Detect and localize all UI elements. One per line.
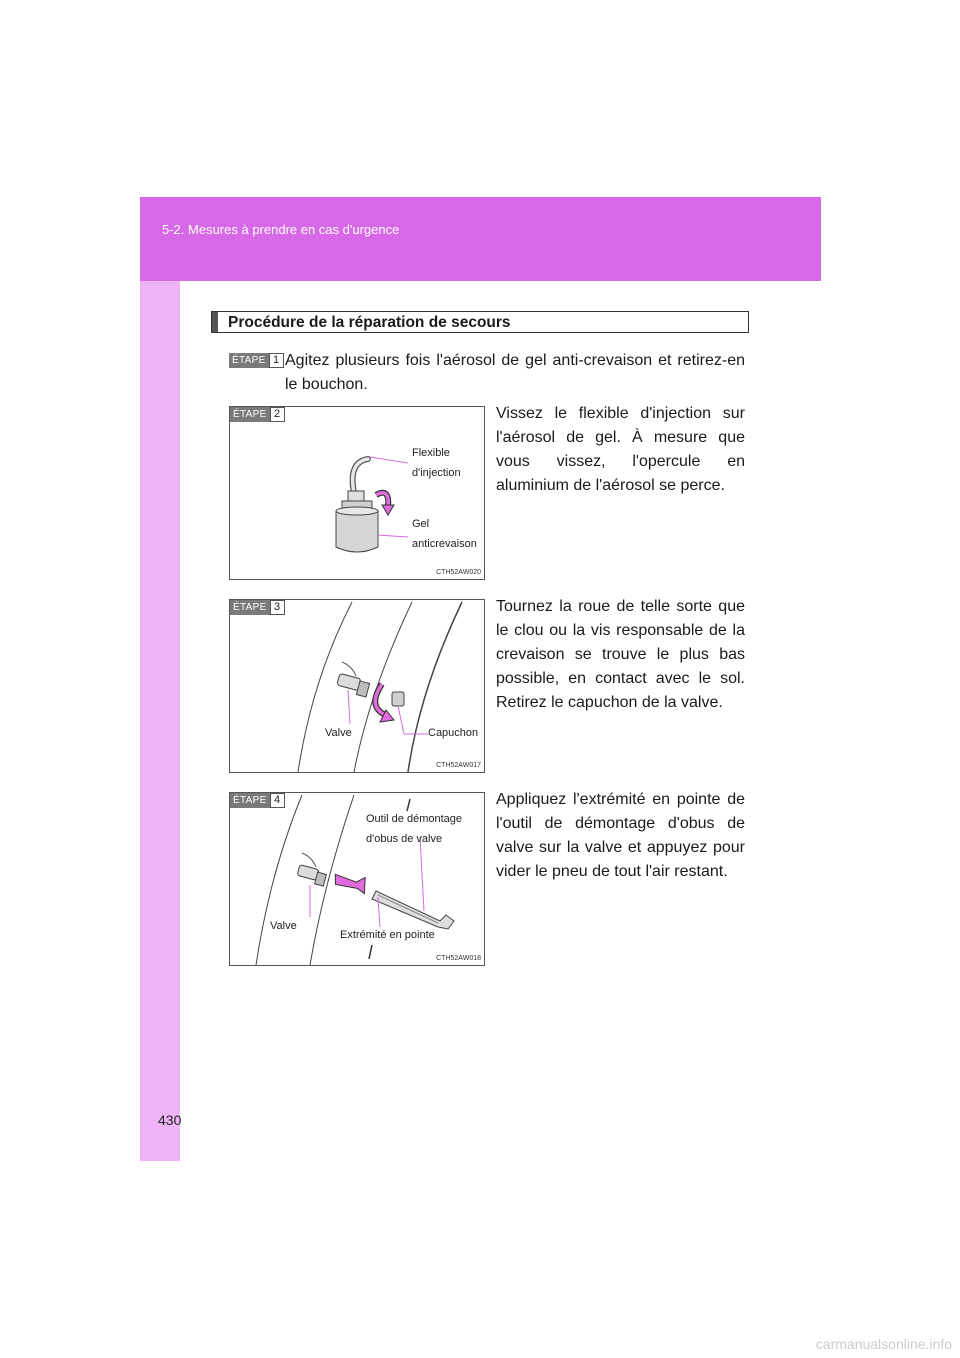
label-outil: Outil de démontage [366,813,463,825]
step-2-text: Vissez le flexible d'injection sur l'aérosol de gel. À mesure que vous vissez, l'opercule en aluminium de l'aérosol se perce. [496,405,745,494]
step-number: 1 [269,353,284,368]
section-header-band [140,197,821,281]
label-obus-valve: d'obus de valve [366,833,443,845]
procedure-title-box [211,311,749,333]
label-valve: Valve [270,920,297,932]
figure-code: CTH52AW020 [436,569,481,576]
step-label: ÉTAPE [230,600,270,615]
step-2-figure [229,406,485,580]
step-number: 2 [270,407,285,422]
sidebar-tab [140,281,180,1161]
label-anticrevaison: anticrevaison [412,538,477,550]
procedure-title: Procédure de la réparation de secours [228,314,511,331]
step-3-figure [229,599,485,773]
figure-code: CTH52AW018 [436,955,481,962]
figure-code: CTH52AW017 [436,762,481,769]
label-extremite: Extrémité en pointe [340,929,435,941]
step-label: ÉTAPE [230,407,270,422]
label-gel: Gel [412,518,430,530]
step-3-text: Tournez la roue de telle sorte que le clou ou la vis responsable de la crevaison se trouve le plus bas possible, en contact avec le sol. Retirez le capuchon de la valve. [496,598,745,711]
step-4-figure [229,792,485,966]
aerosol-illustration [230,407,486,581]
step-number: 3 [270,600,285,615]
step-label: ÉTAPE [229,353,269,368]
section-title: 5-2. Mesures à prendre en cas d'urgence [162,222,400,237]
step-1-text: Agitez plusieurs fois l'aérosol de gel anti-crevaison et retirez-en le bouchon. [285,352,745,393]
step-label: ÉTAPE [230,793,270,808]
step-4-text: Appliquez l'extrémité en pointe de l'outil de démontage d'obus de valve sur la valve et appuyez pour vider le pneu de tout l'air restant. [496,791,745,880]
label-flexible: Flexible [412,447,450,459]
label-valve: Valve [325,727,352,739]
watermark: carmanualsonline.info [815,1336,952,1352]
wheel-valve-illustration [230,600,486,774]
step-number: 4 [270,793,285,808]
title-bar-accent [212,312,218,332]
step-1-tag [229,353,284,368]
page-number: 430 [158,1112,182,1128]
label-capuchon: Capuchon [428,727,479,739]
label-injection: d'injection [412,467,461,479]
